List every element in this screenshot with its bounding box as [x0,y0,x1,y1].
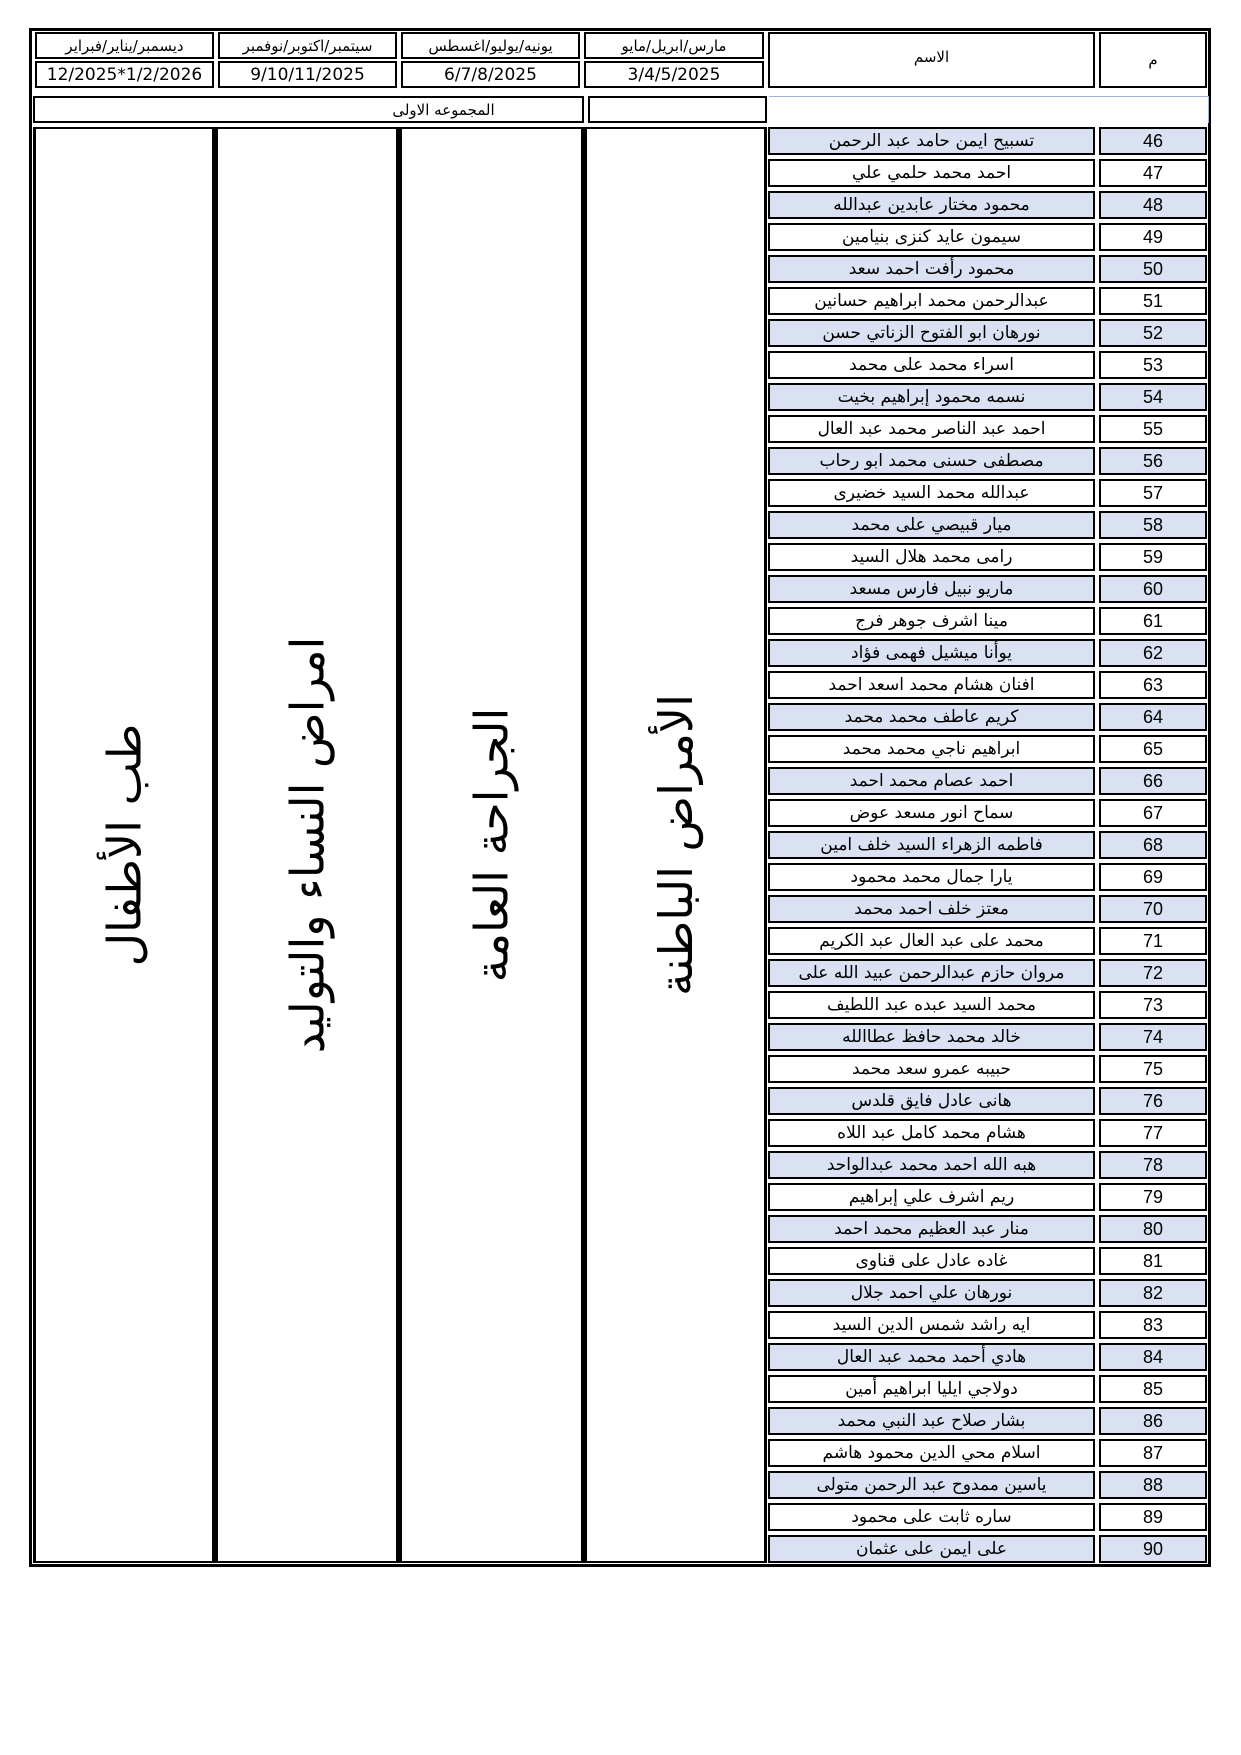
dept-obstetrics-gynecology: امراض النساء والتوليد [215,127,399,1563]
student-name: محمود مختار عابدين عبدالله [833,195,1030,215]
student-number: 83 [1142,1314,1164,1335]
student-number: 80 [1142,1218,1164,1239]
student-name: حبيبه عمرو سعد محمد [852,1059,1011,1079]
table-row-num [1099,1151,1207,1179]
table-row-name [768,639,1095,667]
student-number: 66 [1142,770,1164,791]
student-number: 49 [1142,226,1164,247]
table-row-num [1099,1375,1207,1403]
table-row-name [768,831,1095,859]
student-number: 68 [1142,834,1164,855]
student-number: 88 [1142,1474,1164,1495]
table-row-name [768,607,1095,635]
table-row-name [768,1439,1095,1467]
table-row-num [1099,1471,1207,1499]
student-name: افنان هشام محمد اسعد احمد [828,675,1035,695]
table-row-num [1099,1503,1207,1531]
table-row-name [768,479,1095,507]
student-name: هادي أحمد محمد عبد العال [836,1347,1027,1367]
table-row-num [1099,1439,1207,1467]
student-name: على ايمن على عثمان [855,1539,1008,1559]
student-name: مصطفى حسنى محمد ابو رحاب [819,451,1044,471]
student-number: 72 [1142,962,1164,983]
table-row-num [1099,543,1207,571]
dept-internal-medicine: الأمراض الباطنة [584,127,767,1563]
table-row-num [1099,575,1207,603]
student-name: يوأنا ميشيل فهمى فؤاد [851,643,1012,663]
student-number: 89 [1142,1506,1164,1527]
header-num-label: م [1148,51,1158,69]
table-row-name [768,319,1095,347]
period-1-dates: 3/4/5/2025 [584,61,764,88]
student-name: احمد محمد حلمي علي [851,163,1012,183]
table-row-name [768,511,1095,539]
period-4-months: ديسمبر/يناير/فبراير [35,32,214,59]
table-row-num [1099,767,1207,795]
table-row-name [768,863,1095,891]
student-number: 90 [1142,1538,1164,1559]
period-2-dates: 6/7/8/2025 [401,61,580,88]
table-row-num [1099,511,1207,539]
table-row-num [1099,479,1207,507]
student-number: 57 [1142,482,1164,503]
table-row-num [1099,1311,1207,1339]
table-row-num [1099,607,1207,635]
student-number: 79 [1142,1186,1164,1207]
period-3-dates: 9/10/11/2025 [218,61,397,88]
student-number: 82 [1142,1282,1164,1303]
student-number: 74 [1142,1026,1164,1047]
group-label: المجموعه الاولى [392,100,495,119]
table-row-num [1099,863,1207,891]
table-row-name [768,1023,1095,1051]
student-name: عبدالرحمن محمد ابراهيم حسانين [814,291,1049,311]
student-number: 47 [1142,162,1164,183]
student-name: سيمون عايد كنزى بنيامين [842,227,1021,247]
table-row-num [1099,255,1207,283]
table-row-name [768,1407,1095,1435]
table-row-num [1099,415,1207,443]
table-row-name [768,1151,1095,1179]
table-row-num [1099,1535,1207,1563]
table-row-name [768,1119,1095,1147]
student-number: 85 [1142,1378,1164,1399]
student-name: يارا جمال محمد محمود [850,867,1013,887]
table-row-name [768,351,1095,379]
student-name: تسبيح ايمن حامد عبد الرحمن [828,131,1035,151]
student-number: 77 [1142,1122,1164,1143]
period-4-dates: 12/2025*1/2/2026 [35,61,214,88]
table-row-name [768,927,1095,955]
table-row-name [768,447,1095,475]
student-number: 61 [1142,610,1164,631]
student-name: بشار صلاح عبد النبي محمد [837,1411,1026,1431]
table-row-name [768,127,1095,155]
student-number: 50 [1142,258,1164,279]
student-number: 59 [1142,546,1164,567]
table-row-name [768,671,1095,699]
student-number: 65 [1142,738,1164,759]
student-name: ايه راشد شمس الدين السيد [832,1315,1031,1335]
student-name: فاطمه الزهراء السيد خلف امين [820,835,1043,855]
table-row-num [1099,1055,1207,1083]
student-number: 58 [1142,514,1164,535]
student-number: 63 [1142,674,1164,695]
table-row-name [768,767,1095,795]
student-name: نورهان علي احمد جلال [850,1283,1013,1303]
period-2-months: يونيه/يوليو/اغسطس [401,32,580,59]
student-name: غاده عادل على قناوى [855,1251,1008,1271]
table-row-num [1099,1279,1207,1307]
table-row-name [768,735,1095,763]
header-name-label: الاسم [913,48,950,66]
table-row-num [1099,191,1207,219]
student-number: 64 [1142,706,1164,727]
table-row-num [1099,799,1207,827]
dept-pediatrics: طب الأطفال [33,127,215,1563]
student-name: ميار قبيصي على محمد [851,515,1012,535]
student-name: احمد عصام محمد احمد [849,771,1014,791]
table-row-name [768,415,1095,443]
student-number: 48 [1142,194,1164,215]
table-row-name [768,1535,1095,1563]
table-row-num [1099,351,1207,379]
group-blank-cell [588,96,767,123]
table-row-num [1099,927,1207,955]
table-row-name [768,543,1095,571]
student-name: ريم اشرف علي إبراهيم [848,1187,1015,1207]
student-name: اسلام محي الدين محمود هاشم [822,1443,1041,1463]
student-name: محمد السيد عبده عبد اللطيف [826,995,1037,1015]
student-name: خالد محمد حافظ عطاالله [842,1027,1021,1047]
student-number: 55 [1142,418,1164,439]
student-name: نورهان ابو الفتوح الزناتي حسن [822,323,1041,343]
table-row-num [1099,383,1207,411]
table-row-name [768,799,1095,827]
table-row-name [768,1215,1095,1243]
student-number: 78 [1142,1154,1164,1175]
student-name: اسراء محمد على محمد [849,355,1014,375]
student-number: 69 [1142,866,1164,887]
table-row-num [1099,447,1207,475]
table-row-num [1099,895,1207,923]
table-row-name [768,223,1095,251]
student-number: 60 [1142,578,1164,599]
student-name: محمود رأفت احمد سعد [848,259,1015,279]
dept-general-surgery: الجراحة العامة [399,127,584,1563]
student-name: كريم عاطف محمد محمد [844,707,1019,727]
student-name: هشام محمد كامل عبد اللاه [837,1123,1026,1143]
table-row-num [1099,1183,1207,1211]
table-row-num [1099,959,1207,987]
student-number: 46 [1142,130,1164,151]
student-number: 67 [1142,802,1164,823]
table-row-name [768,1183,1095,1211]
table-row-name [768,255,1095,283]
table-row-name [768,895,1095,923]
student-name: عبدالله محمد السيد خضيرى [833,483,1030,503]
table-row-num [1099,1087,1207,1115]
student-name: معتز خلف احمد محمد [854,899,1009,919]
table-row-num [1099,703,1207,731]
table-row-name [768,991,1095,1019]
student-name: نسمه محمود إبراهيم بخيت [837,387,1026,407]
student-name: هبه الله احمد محمد عبدالواحد [826,1155,1037,1175]
student-number: 71 [1142,930,1164,951]
student-name: احمد عبد الناصر محمد عبد العال [817,419,1046,439]
group-blank-names [769,96,1209,123]
table-row-num [1099,671,1207,699]
student-number: 81 [1142,1250,1164,1271]
student-name: مينا اشرف جوهر فرج [855,611,1008,631]
student-number: 87 [1142,1442,1164,1463]
table-row-num [1099,159,1207,187]
table-row-name [768,703,1095,731]
student-name: ساره ثابت على محمود [851,1507,1012,1527]
table-row-name [768,1343,1095,1371]
student-number: 75 [1142,1058,1164,1079]
student-name: منار عبد العظيم محمد احمد [834,1219,1029,1239]
student-number: 84 [1142,1346,1164,1367]
student-number: 62 [1142,642,1164,663]
table-row-num [1099,831,1207,859]
table-row-num [1099,1119,1207,1147]
table-row-num [1099,287,1207,315]
student-number: 56 [1142,450,1164,471]
table-row-num [1099,319,1207,347]
student-number: 52 [1142,322,1164,343]
table-row-num [1099,735,1207,763]
student-name: سماح انور مسعد عوض [849,803,1014,823]
table-row-name [768,1247,1095,1275]
student-name: ماريو نبيل فارس مسعد [849,579,1014,599]
student-number: 54 [1142,386,1164,407]
student-name: رامى محمد هلال السيد [850,547,1013,567]
table-row-name [768,1471,1095,1499]
student-name: مروان حازم عبدالرحمن عبيد الله على [798,963,1065,983]
table-row-name [768,575,1095,603]
table-row-num [1099,1247,1207,1275]
table-row-num [1099,639,1207,667]
student-number: 70 [1142,898,1164,919]
student-name: دولاجي ايليا ابراهيم أمين [845,1379,1018,1399]
table-row-name [768,159,1095,187]
table-row-num [1099,1343,1207,1371]
student-name: هانى عادل فايق قلدس [851,1091,1012,1111]
table-row-num [1099,127,1207,155]
table-row-num [1099,1407,1207,1435]
period-1-months: مارس/ابريل/مايو [584,32,764,59]
table-row-name [768,1087,1095,1115]
student-name: ابراهيم ناجي محمد محمد [842,739,1021,759]
table-row-name [768,1311,1095,1339]
table-row-name [768,1375,1095,1403]
student-number: 73 [1142,994,1164,1015]
table-row-name [768,191,1095,219]
table-row-num [1099,1215,1207,1243]
group-label-cell [33,96,584,123]
table-row-num [1099,991,1207,1019]
header-name-cell [768,32,1095,88]
table-row-name [768,1055,1095,1083]
header-num-cell [1099,32,1207,88]
student-name: محمد على عبد العال عبد الكريم [819,931,1044,951]
period-3-months: سيتمبر/اكتوبر/نوفمبر [218,32,397,59]
table-row-name [768,1279,1095,1307]
student-number: 76 [1142,1090,1164,1111]
table-row-name [768,959,1095,987]
student-number: 53 [1142,354,1164,375]
table-row-name [768,383,1095,411]
table-row-name [768,287,1095,315]
student-number: 86 [1142,1410,1164,1431]
table-row-num [1099,1023,1207,1051]
table-row-name [768,1503,1095,1531]
student-name: ياسين ممدوح عبد الرحمن متولى [816,1475,1047,1495]
table-row-num [1099,223,1207,251]
student-number: 51 [1142,290,1164,311]
